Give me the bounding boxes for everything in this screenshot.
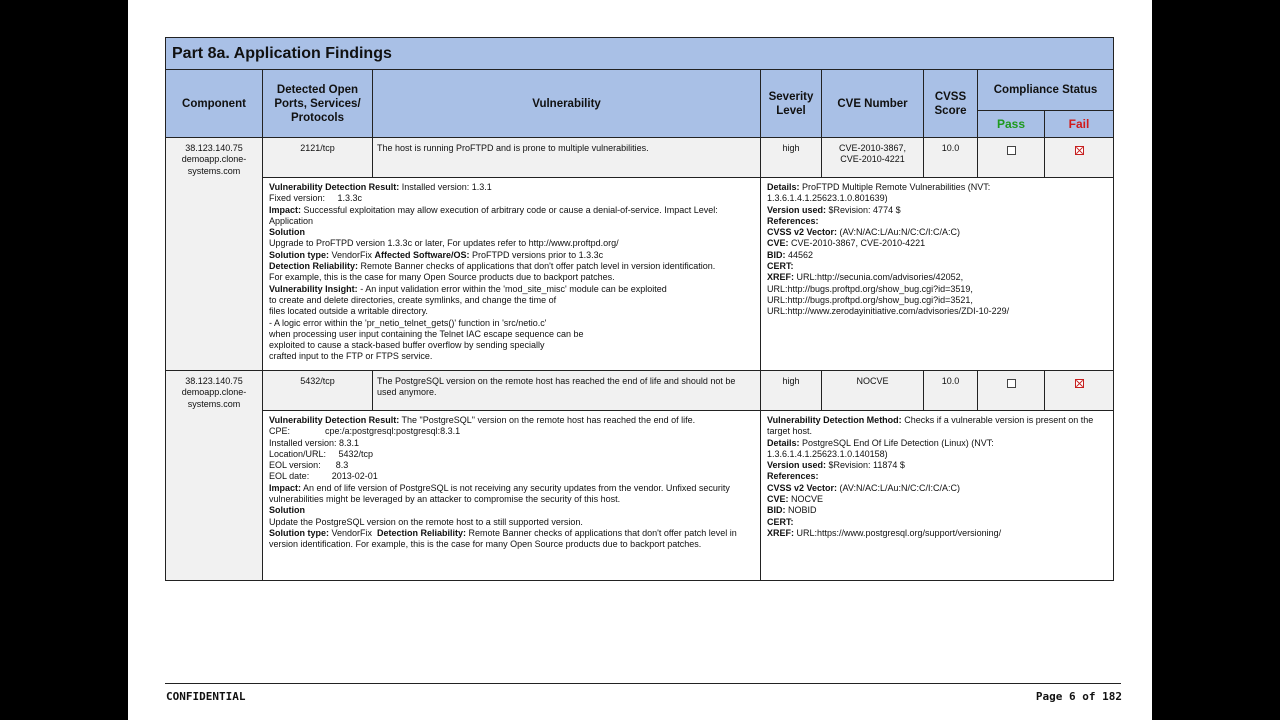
detail-label: Solution type: bbox=[269, 249, 329, 260]
detail-label: Impact: bbox=[269, 204, 302, 215]
pass-checkbox[interactable] bbox=[1007, 379, 1016, 388]
detail-line bbox=[767, 250, 1108, 261]
detail-line bbox=[767, 438, 1108, 449]
detail-text: - An input validation error within the 'mod_site_misc' module can be exploited bbox=[357, 283, 667, 294]
detail-text: CPE: cpe:/a:postgresql:postgresql:8.3.1 bbox=[269, 426, 461, 437]
component-host-line2: systems.com bbox=[187, 165, 241, 176]
report-page bbox=[128, 0, 1152, 720]
detail-line bbox=[269, 261, 755, 272]
detail-text: Remote Banner checks of applications that don't offer patch level in version identification. For example, this is the case for many Open Source products due to backport patches. bbox=[269, 527, 740, 550]
detail-text: URL:https://www.postgresql.org/support/versioning/ bbox=[794, 527, 1002, 538]
detail-text: when processing user input containing the Telnet IAC escape sequence can be bbox=[269, 328, 584, 339]
detail-text: NOCVE bbox=[788, 494, 824, 505]
detail-label: BID: bbox=[767, 249, 786, 260]
detail-text: For example, this is the case for many Open Source products due to backport patches. bbox=[269, 272, 615, 283]
detail-label: CVSS v2 Vector: bbox=[767, 482, 838, 493]
header-severity-line1: Severity bbox=[768, 90, 814, 103]
detail-line bbox=[269, 306, 755, 317]
detail-line bbox=[767, 494, 1108, 505]
detail-text: Upgrade to ProFTPD version 1.3.3c or later, For updates refer to http://www.proftpd.org/ bbox=[269, 238, 619, 249]
finding-row bbox=[166, 371, 1114, 411]
detail-label: CERT: bbox=[767, 516, 794, 527]
pass-checkbox[interactable] bbox=[1007, 146, 1016, 155]
detail-text: Installed version: 1.3.1 bbox=[399, 182, 492, 192]
header-ports-line1: Detected Open bbox=[276, 83, 359, 96]
fail-cell bbox=[1045, 138, 1114, 178]
detail-line bbox=[767, 216, 1108, 227]
detail-text: EOL date: 2013-02-01 bbox=[269, 471, 378, 482]
vulnerability-cell: The PostgreSQL version on the remote host has reached the end of life and should not be used anymore. bbox=[373, 371, 761, 411]
detail-line bbox=[269, 284, 755, 295]
detail-label: XREF: bbox=[767, 272, 794, 283]
component-ip: 38.123.140.75 bbox=[185, 143, 243, 153]
component-host-line1: demoapp.clone- bbox=[181, 387, 247, 398]
detail-line bbox=[767, 471, 1108, 482]
detail-label: References: bbox=[767, 215, 819, 226]
detail-label: Details: bbox=[767, 182, 800, 192]
detail-text: URL:http://www.zerodayinitiative.com/advisories/ZDI-10-229/ bbox=[767, 306, 1010, 317]
detail-label: Details: bbox=[767, 437, 800, 448]
detail-line bbox=[269, 460, 755, 471]
detail-label: BID: bbox=[767, 505, 786, 516]
detail-line bbox=[269, 250, 755, 261]
detail-line bbox=[767, 193, 1108, 204]
detail-text: URL:http://secunia.com/advisories/42052, bbox=[794, 272, 964, 283]
header-compliance: Compliance Status bbox=[978, 70, 1114, 111]
detail-line bbox=[269, 227, 755, 238]
detail-text: Successful exploitation may allow execution of arbitrary code or cause a denial-of-service. Impact Level: Application bbox=[269, 204, 720, 226]
detail-left bbox=[263, 178, 761, 371]
detail-text: crafted input to the FTP or FTPS service. bbox=[269, 351, 433, 362]
pass-cell bbox=[978, 371, 1045, 411]
detail-text: NOBID bbox=[785, 505, 817, 516]
detail-line bbox=[767, 238, 1108, 249]
detail-line bbox=[767, 205, 1108, 216]
detail-text: CVE-2010-3867, CVE-2010-4221 bbox=[788, 238, 926, 249]
detail-line bbox=[767, 528, 1108, 539]
header-cvss bbox=[924, 70, 978, 138]
detail-line bbox=[269, 426, 755, 437]
detail-line bbox=[269, 340, 755, 351]
detail-text: $Revision: 11874 $ bbox=[826, 460, 905, 471]
detail-label: Solution bbox=[269, 505, 305, 516]
detail-text: An end of life version of PostgreSQL is not receiving any security updates from the vendor. Unfixed security vulnerabilities might be leveraged by an attacker to compromise the security of this host. bbox=[269, 482, 733, 505]
detail-right bbox=[761, 178, 1114, 371]
detail-label: Vulnerability Detection Result: bbox=[269, 182, 400, 192]
detail-line bbox=[269, 238, 755, 249]
detail-line bbox=[269, 329, 755, 340]
detail-label: Vulnerability Detection Method: bbox=[767, 415, 902, 425]
detail-line bbox=[767, 449, 1108, 460]
detail-text: Update the PostgreSQL version on the remote host to a still supported version. bbox=[269, 516, 583, 527]
pass-cell bbox=[978, 138, 1045, 178]
findings-table bbox=[165, 37, 1114, 581]
detail-text: $Revision: 4774 $ bbox=[826, 204, 901, 215]
detail-label: XREF: bbox=[767, 527, 794, 538]
detail-label: Solution type: bbox=[269, 527, 329, 538]
section-title: Part 8a. Application Findings bbox=[166, 38, 1114, 70]
header-ports bbox=[263, 70, 373, 138]
detail-label: CERT: bbox=[767, 261, 794, 272]
detail-line bbox=[269, 505, 755, 516]
cve-cell bbox=[822, 138, 924, 178]
detail-line bbox=[767, 306, 1108, 317]
detail-line bbox=[767, 295, 1108, 306]
detail-line bbox=[767, 460, 1108, 471]
detail-line bbox=[269, 318, 755, 329]
detail-text: EOL version: 8.3 bbox=[269, 460, 349, 471]
vulnerability-cell: The host is running ProFTPD and is prone to multiple vulnerabilities. bbox=[373, 138, 761, 178]
detail-line bbox=[269, 351, 755, 362]
detail-label: Vulnerability Detection Result: bbox=[269, 415, 400, 425]
header-cve: CVE Number bbox=[822, 70, 924, 138]
detail-line bbox=[269, 517, 755, 528]
component-cell bbox=[166, 371, 263, 581]
detail-line bbox=[269, 193, 755, 204]
detail-text: 44562 bbox=[785, 249, 814, 260]
detail-line bbox=[767, 272, 1108, 283]
detail-line bbox=[269, 528, 755, 551]
detail-line bbox=[269, 438, 755, 449]
cvss-cell: 10.0 bbox=[924, 138, 978, 178]
footer-divider bbox=[165, 683, 1121, 684]
detail-text: URL:http://bugs.proftpd.org/show_bug.cgi?id=3521, bbox=[767, 294, 973, 305]
detail-left bbox=[263, 411, 761, 581]
cve-line2: CVE-2010-4221 bbox=[840, 154, 905, 165]
detail-label: CVSS v2 Vector: bbox=[767, 227, 838, 238]
detail-right bbox=[761, 411, 1114, 581]
detail-text: Checks if a vulnerable version is present on the target host. bbox=[767, 415, 1096, 437]
detail-text: to create and delete directories, create symlinks, and change the time of bbox=[269, 294, 557, 305]
port-cell: 5432/tcp bbox=[263, 371, 373, 411]
fail-cell bbox=[1045, 371, 1114, 411]
detail-label: CVE: bbox=[767, 238, 789, 249]
header-severity bbox=[761, 70, 822, 138]
detail-text: files located outside a writable directory. bbox=[269, 306, 428, 317]
component-cell bbox=[166, 138, 263, 371]
fail-checkbox[interactable] bbox=[1075, 146, 1084, 155]
detail-label: Impact: bbox=[269, 482, 302, 493]
detail-label: Affected Software/OS: bbox=[374, 249, 470, 260]
footer-page-number: Page 6 of 182 bbox=[1035, 690, 1122, 703]
header-component: Component bbox=[166, 70, 263, 138]
detail-text: The "PostgreSQL" version on the remote host has reached the end of life. bbox=[399, 415, 696, 425]
detail-line bbox=[767, 517, 1108, 528]
detail-line bbox=[269, 182, 755, 193]
header-vulnerability: Vulnerability bbox=[373, 70, 761, 138]
header-severity-line2: Level bbox=[776, 104, 806, 117]
cve-line1: CVE-2010-3867, bbox=[838, 143, 907, 153]
detail-label: Version used: bbox=[767, 460, 827, 471]
detail-line bbox=[767, 505, 1108, 516]
detail-label: Version used: bbox=[767, 204, 827, 215]
detail-text: VendorFix bbox=[329, 249, 375, 260]
detail-text: (AV:N/AC:L/Au:N/C:C/I:C/A:C) bbox=[837, 482, 961, 493]
detail-line bbox=[269, 415, 755, 426]
detail-line bbox=[269, 471, 755, 482]
detail-line bbox=[767, 415, 1108, 438]
detail-text: 1.3.6.1.4.1.25623.1.0.801639) bbox=[767, 193, 888, 204]
header-ports-line2: Ports, Services/ bbox=[274, 97, 361, 110]
port-cell: 2121/tcp bbox=[263, 138, 373, 178]
component-ip: 38.123.140.75 bbox=[185, 376, 243, 386]
detail-text: URL:http://bugs.proftpd.org/show_bug.cgi?id=3519, bbox=[767, 283, 973, 294]
detail-text: 1.3.6.1.4.1.25623.1.0.140158) bbox=[767, 448, 888, 459]
detail-text: Remote Banner checks of applications that don't offer patch level in version identification. bbox=[358, 261, 716, 272]
fail-checkbox[interactable] bbox=[1075, 379, 1084, 388]
footer-confidential: CONFIDENTIAL bbox=[166, 690, 246, 703]
detail-line bbox=[767, 284, 1108, 295]
detail-line bbox=[269, 295, 755, 306]
severity-cell: high bbox=[761, 371, 822, 411]
detail-label: References: bbox=[767, 471, 819, 482]
detail-line bbox=[767, 182, 1108, 193]
cvss-cell: 10.0 bbox=[924, 371, 978, 411]
detail-label: Vulnerability Insight: bbox=[269, 283, 358, 294]
detail-text: ProFTPD Multiple Remote Vulnerabilities (NVT: bbox=[799, 182, 991, 192]
header-ports-line3: Protocols bbox=[290, 111, 345, 124]
header-fail: Fail bbox=[1045, 111, 1114, 138]
detail-text: VendorFix bbox=[329, 527, 378, 538]
finding-detail-row bbox=[166, 411, 1114, 581]
header-pass: Pass bbox=[978, 111, 1045, 138]
detail-line bbox=[767, 227, 1108, 238]
component-host-line2: systems.com bbox=[187, 398, 241, 409]
detail-line bbox=[269, 483, 755, 506]
header-cvss-line1: CVSS bbox=[934, 90, 967, 103]
detail-line bbox=[269, 205, 755, 228]
finding-detail-row bbox=[166, 178, 1114, 371]
finding-row bbox=[166, 138, 1114, 178]
detail-line bbox=[767, 483, 1108, 494]
detail-text: Fixed version: 1.3.3c bbox=[269, 193, 363, 204]
detail-line bbox=[269, 272, 755, 283]
detail-text: exploited to cause a stack-based buffer overflow by sending specially bbox=[269, 340, 545, 351]
detail-line bbox=[269, 449, 755, 460]
cve-cell bbox=[822, 371, 924, 411]
detail-text: (AV:N/AC:L/Au:N/C:C/I:C/A:C) bbox=[837, 227, 961, 238]
cve-line1: NOCVE bbox=[856, 376, 889, 386]
detail-label: CVE: bbox=[767, 494, 789, 505]
component-host-line1: demoapp.clone- bbox=[181, 154, 247, 165]
detail-label: Detection Reliability: bbox=[269, 261, 359, 272]
severity-cell: high bbox=[761, 138, 822, 178]
header-cvss-line2: Score bbox=[934, 104, 967, 117]
detail-text: ProFTPD versions prior to 1.3.3c bbox=[469, 249, 604, 260]
detail-line bbox=[767, 261, 1108, 272]
detail-text: Location/URL: 5432/tcp bbox=[269, 448, 374, 459]
detail-text: Installed version: 8.3.1 bbox=[269, 437, 360, 448]
detail-text: PostgreSQL End Of Life Detection (Linux) (NVT: bbox=[799, 437, 994, 448]
detail-text: - A logic error within the 'pr_netio_telnet_gets()' function in 'src/netio.c' bbox=[269, 317, 547, 328]
detail-label: Solution bbox=[269, 227, 305, 238]
detail-label: Detection Reliability: bbox=[377, 527, 467, 538]
